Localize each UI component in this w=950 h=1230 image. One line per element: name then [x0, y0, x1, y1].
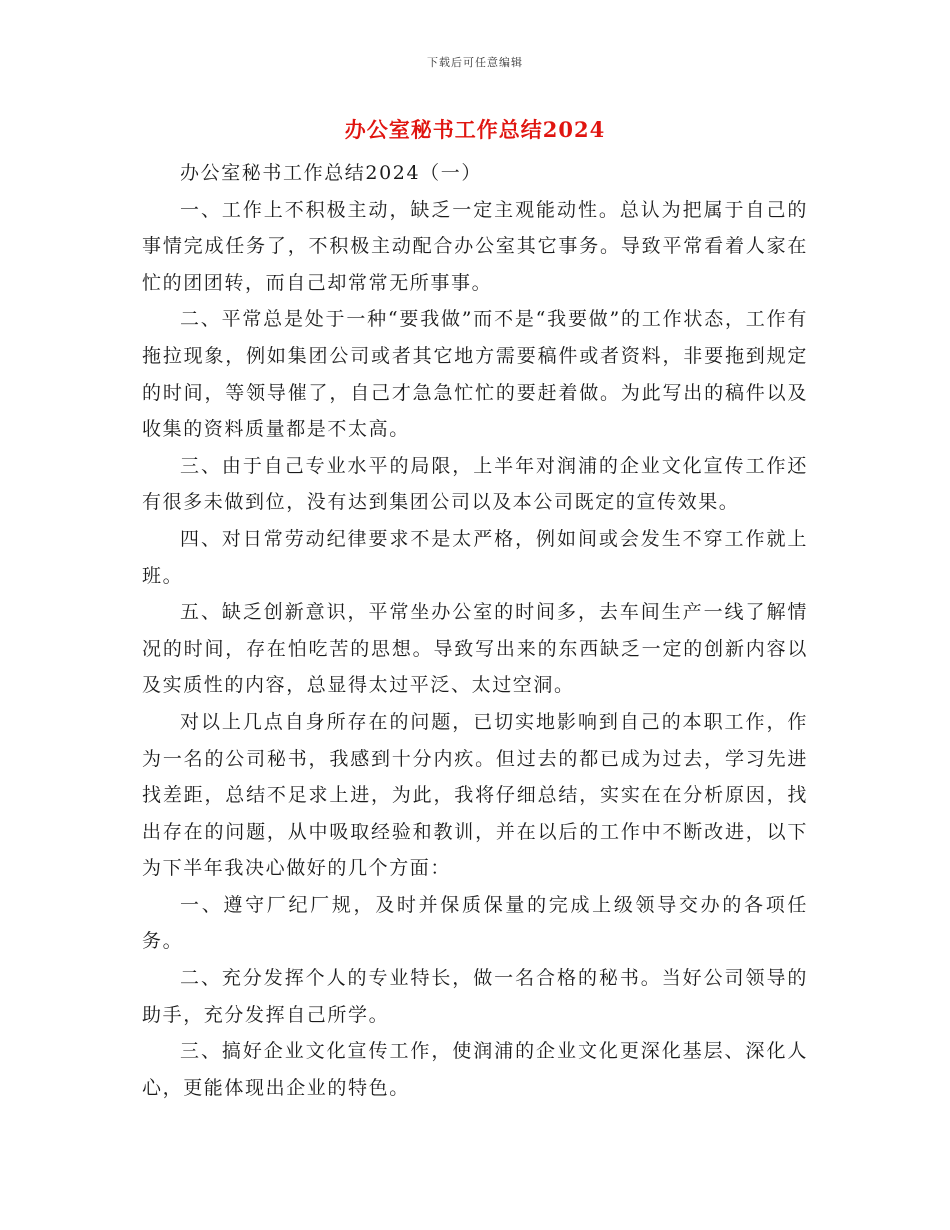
paragraph: 五、缺乏创新意识，平常坐办公室的时间多，去车间生产一线了解情况的时间，存在怕吃苦的思想。导致写出来的东西缺乏一定的创新内容以及实质性的内容，总显得太过平泛、太过空洞。 — [142, 601, 808, 697]
paragraph: 四、对日常劳动纪律要求不是太严格，例如间或会发生不穿工作就上班。 — [142, 527, 808, 587]
paragraph: 二、平常总是处于一种“要我做”而不是“我要做”的工作状态，工作有拖拉现象，例如集团公司或者其它地方需要稿件或者资料，非要拖到规定的时间，等领导催了，自己才急急忙忙的要赶着做。为此写出的稿件以及收集的资料质量都是不太高。 — [142, 308, 808, 441]
document-body — [142, 155, 808, 1106]
document-title: 办公室秘书工作总结2024 — [344, 117, 606, 142]
paragraph: 一、遵守厂纪厂规，及时并保质保量的完成上级领导交办的各项任务。 — [142, 893, 808, 953]
paragraph-subtitle: 办公室秘书工作总结2024（一） — [180, 162, 482, 184]
paragraph: 二、充分发挥个人的专业特长，做一名合格的秘书。当好公司领导的助手，充分发挥自己所学。 — [142, 967, 808, 1026]
paragraph: 三、搞好企业文化宣传工作，使润浦的企业文化更深化基层、深化人心，更能体现出企业的特色。 — [142, 1040, 808, 1099]
paragraph: 三、由于自己专业水平的局限，上半年对润浦的企业文化宣传工作还有很多未做到位，没有达到集团公司以及本公司既定的宣传效果。 — [142, 454, 808, 514]
paragraph: 一、工作上不积极主动，缺乏一定主观能动性。总认为把属于自己的事情完成任务了，不积极主动配合办公室其它事务。导致平常看着人家在忙的团团转，而自己却常常无所事事。 — [142, 198, 808, 294]
paragraph: 对以上几点自身所存在的问题，已切实地影响到自己的本职工作，作为一名的公司秘书，我感到十分内疚。但过去的都已成为过去，学习先进找差距，总结不足求上进，为此，我将仔细总结，实实在在分析原因，找出存在的问题，从中吸取经验和教训，并在以后的工作中不断改进，以下为下半年我决心做好的几个方面： — [142, 710, 808, 880]
page-header-note: 下载后可任意编辑 — [427, 56, 523, 69]
